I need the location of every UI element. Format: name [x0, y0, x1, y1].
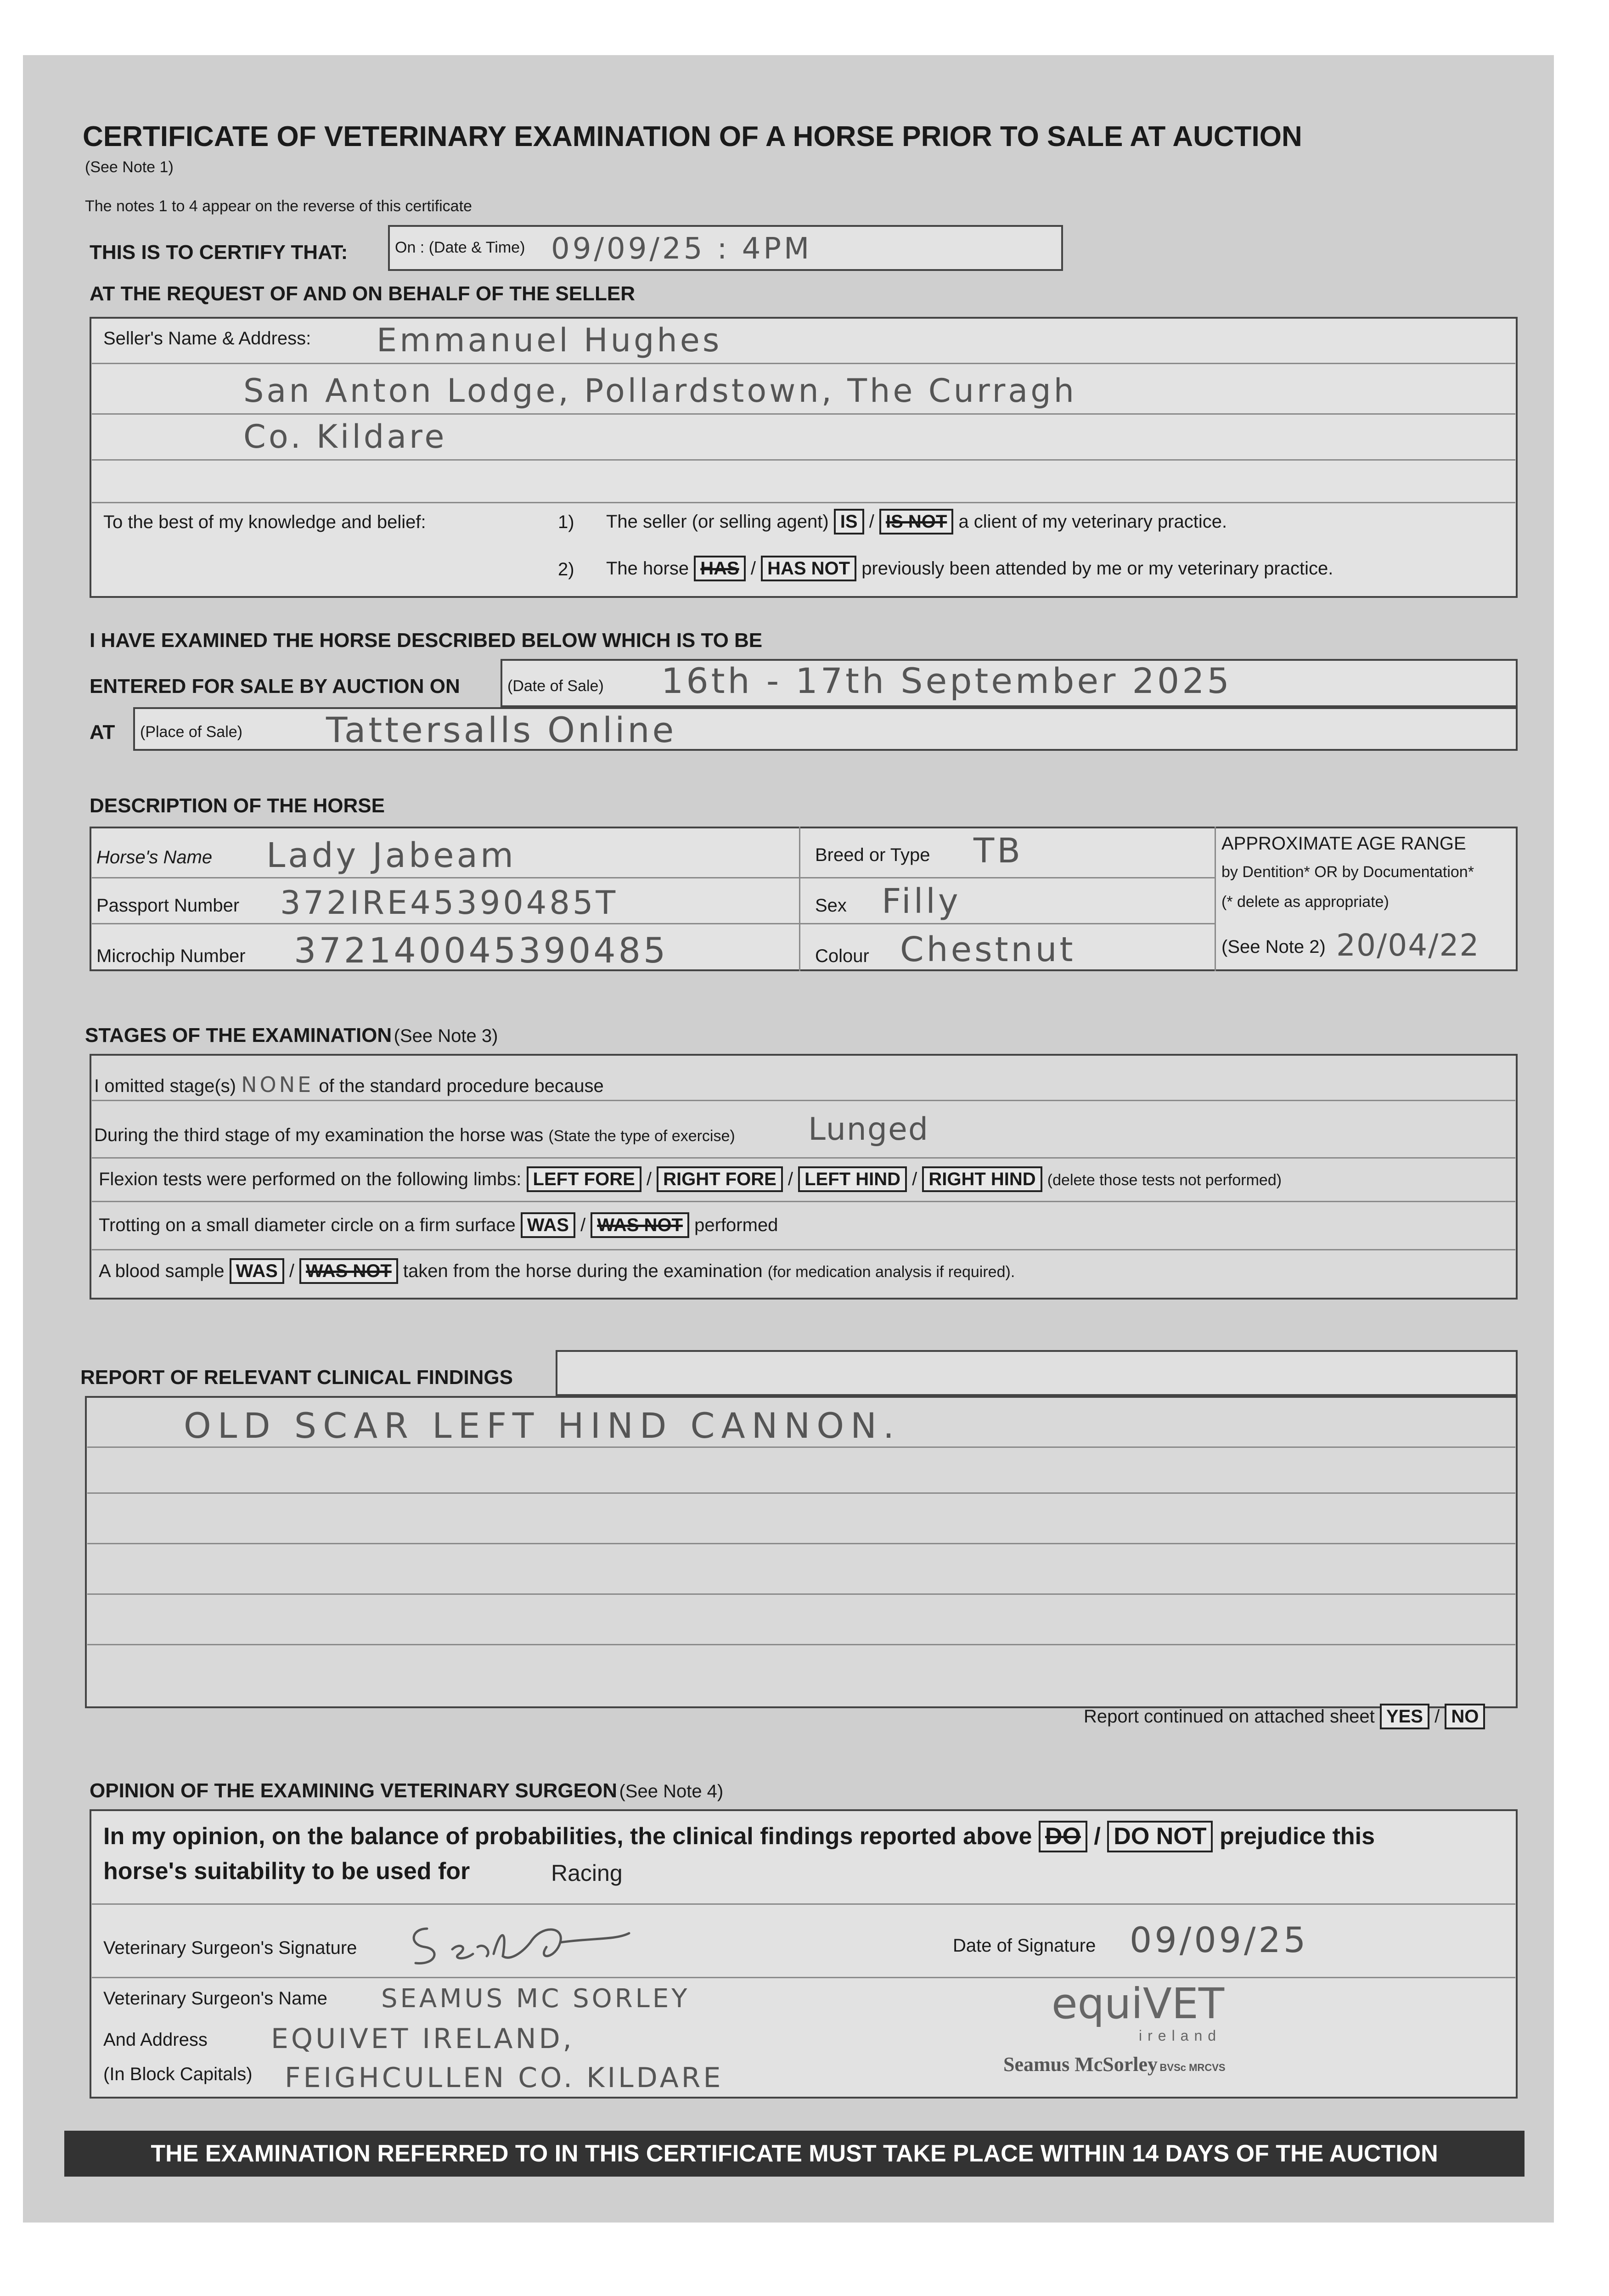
breed-label: Breed or Type: [815, 845, 930, 865]
knowledge-item2-number: 2): [558, 559, 574, 580]
age-range-by: by Dentition* OR by Documentation*: [1221, 863, 1474, 881]
seller-label: Seller's Name & Address:: [103, 328, 311, 349]
blood-was-not-option[interactable]: WAS NOT: [299, 1258, 398, 1284]
blood-post: taken from the horse during the examination: [403, 1261, 763, 1281]
sale-place-value: Tattersalls Online: [326, 709, 677, 750]
sex-value: Filly: [882, 882, 961, 921]
report-finding-value: OLD SCAR LEFT HIND CANNON.: [184, 1405, 901, 1446]
opinion-heading-row: [90, 1779, 723, 1802]
colour-label: Colour: [815, 946, 869, 966]
sale-date-label: (Date of Sale): [507, 677, 604, 695]
report-heading: REPORT OF RELEVANT CLINICAL FINDINGS: [80, 1366, 513, 1389]
third-stage-row: [94, 1125, 735, 1146]
report-heading-fill: [556, 1350, 1518, 1396]
omitted-post: of the standard procedure because: [319, 1076, 604, 1096]
knowledge-item1-pre: The seller (or selling agent): [606, 512, 829, 532]
sex-label: Sex: [815, 895, 847, 916]
third-stage-label: During the third stage of my examination the horse was: [94, 1125, 544, 1145]
colour-value: Chestnut: [900, 930, 1076, 969]
report-continued-row: Report continued on attached sheet YES / NO: [1084, 1704, 1485, 1729]
age-value: 20/04/22: [1336, 928, 1480, 963]
client-is-not-option[interactable]: IS NOT: [879, 509, 953, 535]
opinion-do-option[interactable]: DO: [1039, 1821, 1087, 1852]
trotting-label: Trotting on a small diameter circle on a firm surface: [99, 1215, 516, 1235]
knowledge-item2: [606, 556, 1333, 581]
stamp-name-row: [1003, 2053, 1226, 2076]
see-note-1: (See Note 1): [85, 158, 174, 176]
opinion-note: (See Note 4): [619, 1781, 724, 1801]
passport-value: 372IRE45390485T: [280, 884, 619, 922]
flexion-right-fore[interactable]: RIGHT FORE: [657, 1166, 783, 1192]
at-label: AT: [90, 721, 115, 743]
separator: /: [869, 512, 874, 532]
knowledge-item1: [606, 509, 1227, 535]
flexion-right-hind[interactable]: RIGHT HIND: [922, 1166, 1042, 1192]
third-stage-value: Lunged: [808, 1111, 929, 1148]
notes-text: The notes 1 to 4 appear on the reverse of this certificate: [85, 197, 472, 215]
certificate-title: CERTIFICATE OF VETERINARY EXAMINATION OF A HORSE PRIOR TO SALE AT AUCTION: [83, 121, 1302, 152]
flexion-note: (delete those tests not performed): [1047, 1171, 1282, 1189]
flexion-left-hind[interactable]: LEFT HIND: [798, 1166, 907, 1192]
signature-image: [409, 1910, 647, 1975]
knowledge-item1-post: a client of my veterinary practice.: [958, 512, 1227, 532]
request-label: AT THE REQUEST OF AND ON BEHALF OF THE SELLER: [90, 282, 635, 305]
signature-date-label: Date of Signature: [953, 1936, 1096, 1956]
knowledge-item1-number: 1): [558, 512, 574, 532]
separator: /: [750, 558, 756, 579]
opinion-do-not-option[interactable]: DO NOT: [1107, 1821, 1213, 1852]
omitted-value: NONE: [241, 1072, 314, 1097]
breed-value: TB: [973, 831, 1023, 871]
stamp-quals: BVSc MRCVS: [1159, 2062, 1226, 2073]
certify-label: THIS IS TO CERTIFY THAT:: [90, 241, 348, 264]
flexion-label: Flexion tests were performed on the following limbs:: [99, 1169, 522, 1189]
address-line1: EQUIVET IRELAND,: [271, 2023, 574, 2055]
horse-has-option[interactable]: HAS: [694, 556, 745, 581]
trotting-was-option[interactable]: WAS: [521, 1212, 575, 1238]
footer-banner: THE EXAMINATION REFERRED TO IN THIS CERTIFICATE MUST TAKE PLACE WITHIN 14 DAYS OF THE AUCTION: [64, 2131, 1525, 2177]
trotting-was-not-option[interactable]: WAS NOT: [591, 1212, 689, 1238]
microchip-value: 372140045390485: [294, 930, 669, 971]
sale-date-value: 16th - 17th September 2025: [661, 660, 1232, 701]
equivet-logo: equiVET: [1052, 1979, 1225, 2028]
blood-small: (for medication analysis if required).: [767, 1263, 1015, 1281]
report-continued-yes[interactable]: YES: [1380, 1704, 1429, 1729]
client-is-option[interactable]: IS: [834, 509, 864, 535]
third-stage-small: (State the type of exercise): [548, 1127, 735, 1145]
opinion-heading: OPINION OF THE EXAMINING VETERINARY SURGEON: [90, 1779, 618, 1802]
blood-was-option[interactable]: WAS: [230, 1258, 284, 1284]
trotting-post: performed: [694, 1215, 778, 1235]
stages-heading: [85, 1024, 498, 1047]
sale-place-label: (Place of Sale): [140, 723, 242, 741]
flexion-row: Flexion tests were performed on the following limbs: LEFT FORE / RIGHT FORE / LEFT HIND / RIGHT HIND (delete those tests not performed): [99, 1166, 1282, 1192]
opinion-line2: horse's suitability to be used for: [103, 1858, 470, 1885]
signature-date-value: 09/09/25: [1130, 1919, 1309, 1960]
age-range-heading: APPROXIMATE AGE RANGE: [1221, 833, 1466, 854]
horse-has-not-option[interactable]: HAS NOT: [761, 556, 856, 581]
horse-name-value: Lady Jabeam: [266, 836, 516, 875]
surgeon-name-label: Veterinary Surgeon's Name: [103, 1988, 327, 2009]
address-line2: FEIGHCULLEN CO. KILDARE: [285, 2062, 724, 2094]
report-continued-label: Report continued on attached sheet: [1084, 1706, 1375, 1727]
microchip-label: Microchip Number: [96, 946, 246, 966]
signature-label: Veterinary Surgeon's Signature: [103, 1938, 357, 1958]
certify-datetime-value: 09/09/25 : 4PM: [551, 232, 812, 266]
surgeon-name-value: SEAMUS MC SORLEY: [381, 1984, 690, 2014]
report-continued-no[interactable]: NO: [1445, 1704, 1485, 1729]
omitted-row: [94, 1072, 604, 1097]
stages-title: STAGES OF THE EXAMINATION: [85, 1024, 392, 1047]
examined-label: I HAVE EXAMINED THE HORSE DESCRIBED BELOW WHICH IS TO BE: [90, 629, 763, 652]
opinion-text-pre: In my opinion, on the balance of probabilities, the clinical findings reported above: [103, 1823, 1032, 1850]
opinion-text-post: prejudice this: [1219, 1823, 1375, 1850]
flexion-left-fore[interactable]: LEFT FORE: [527, 1166, 641, 1192]
trotting-row: Trotting on a small diameter circle on a firm surface WAS / WAS NOT performed: [99, 1212, 778, 1238]
blood-row: A blood sample WAS / WAS NOT taken from the horse during the examination (for medication analysis if required).: [99, 1258, 1015, 1284]
age-range-delete: (* delete as appropriate): [1221, 893, 1389, 911]
block-capitals-label: (In Block Capitals): [103, 2064, 253, 2084]
seller-name: Emmanuel Hughes: [377, 321, 722, 359]
certify-on-label: On : (Date & Time): [395, 239, 525, 256]
stages-note: (See Note 3): [394, 1026, 498, 1046]
address-label: And Address: [103, 2030, 208, 2050]
knowledge-item2-post: previously been attended by me or my veterinary practice.: [861, 558, 1333, 579]
knowledge-label: To the best of my knowledge and belief:: [103, 512, 426, 532]
opinion-text-row: In my opinion, on the balance of probabilities, the clinical findings reported above DO / DO NOT prejudice this: [103, 1821, 1375, 1852]
seller-address-line1: San Anton Lodge, Pollardstown, The Curragh: [243, 372, 1077, 410]
description-heading: DESCRIPTION OF THE HORSE: [90, 794, 385, 817]
omitted-pre: I omitted stage(s): [94, 1076, 236, 1096]
age-note-label: (See Note 2): [1221, 937, 1326, 957]
passport-label: Passport Number: [96, 895, 240, 916]
seller-address-line2: Co. Kildare: [243, 418, 447, 456]
knowledge-item2-pre: The horse: [606, 558, 689, 579]
entered-for-sale-label: ENTERED FOR SALE BY AUCTION ON: [90, 675, 460, 698]
equivet-logo-sub: ireland: [1139, 2027, 1222, 2044]
blood-pre: A blood sample: [99, 1261, 225, 1281]
horse-name-label: Horse's Name: [96, 847, 213, 867]
opinion-purpose: Racing: [551, 1860, 623, 1886]
stamp-name: Seamus McSorley: [1003, 2053, 1158, 2076]
